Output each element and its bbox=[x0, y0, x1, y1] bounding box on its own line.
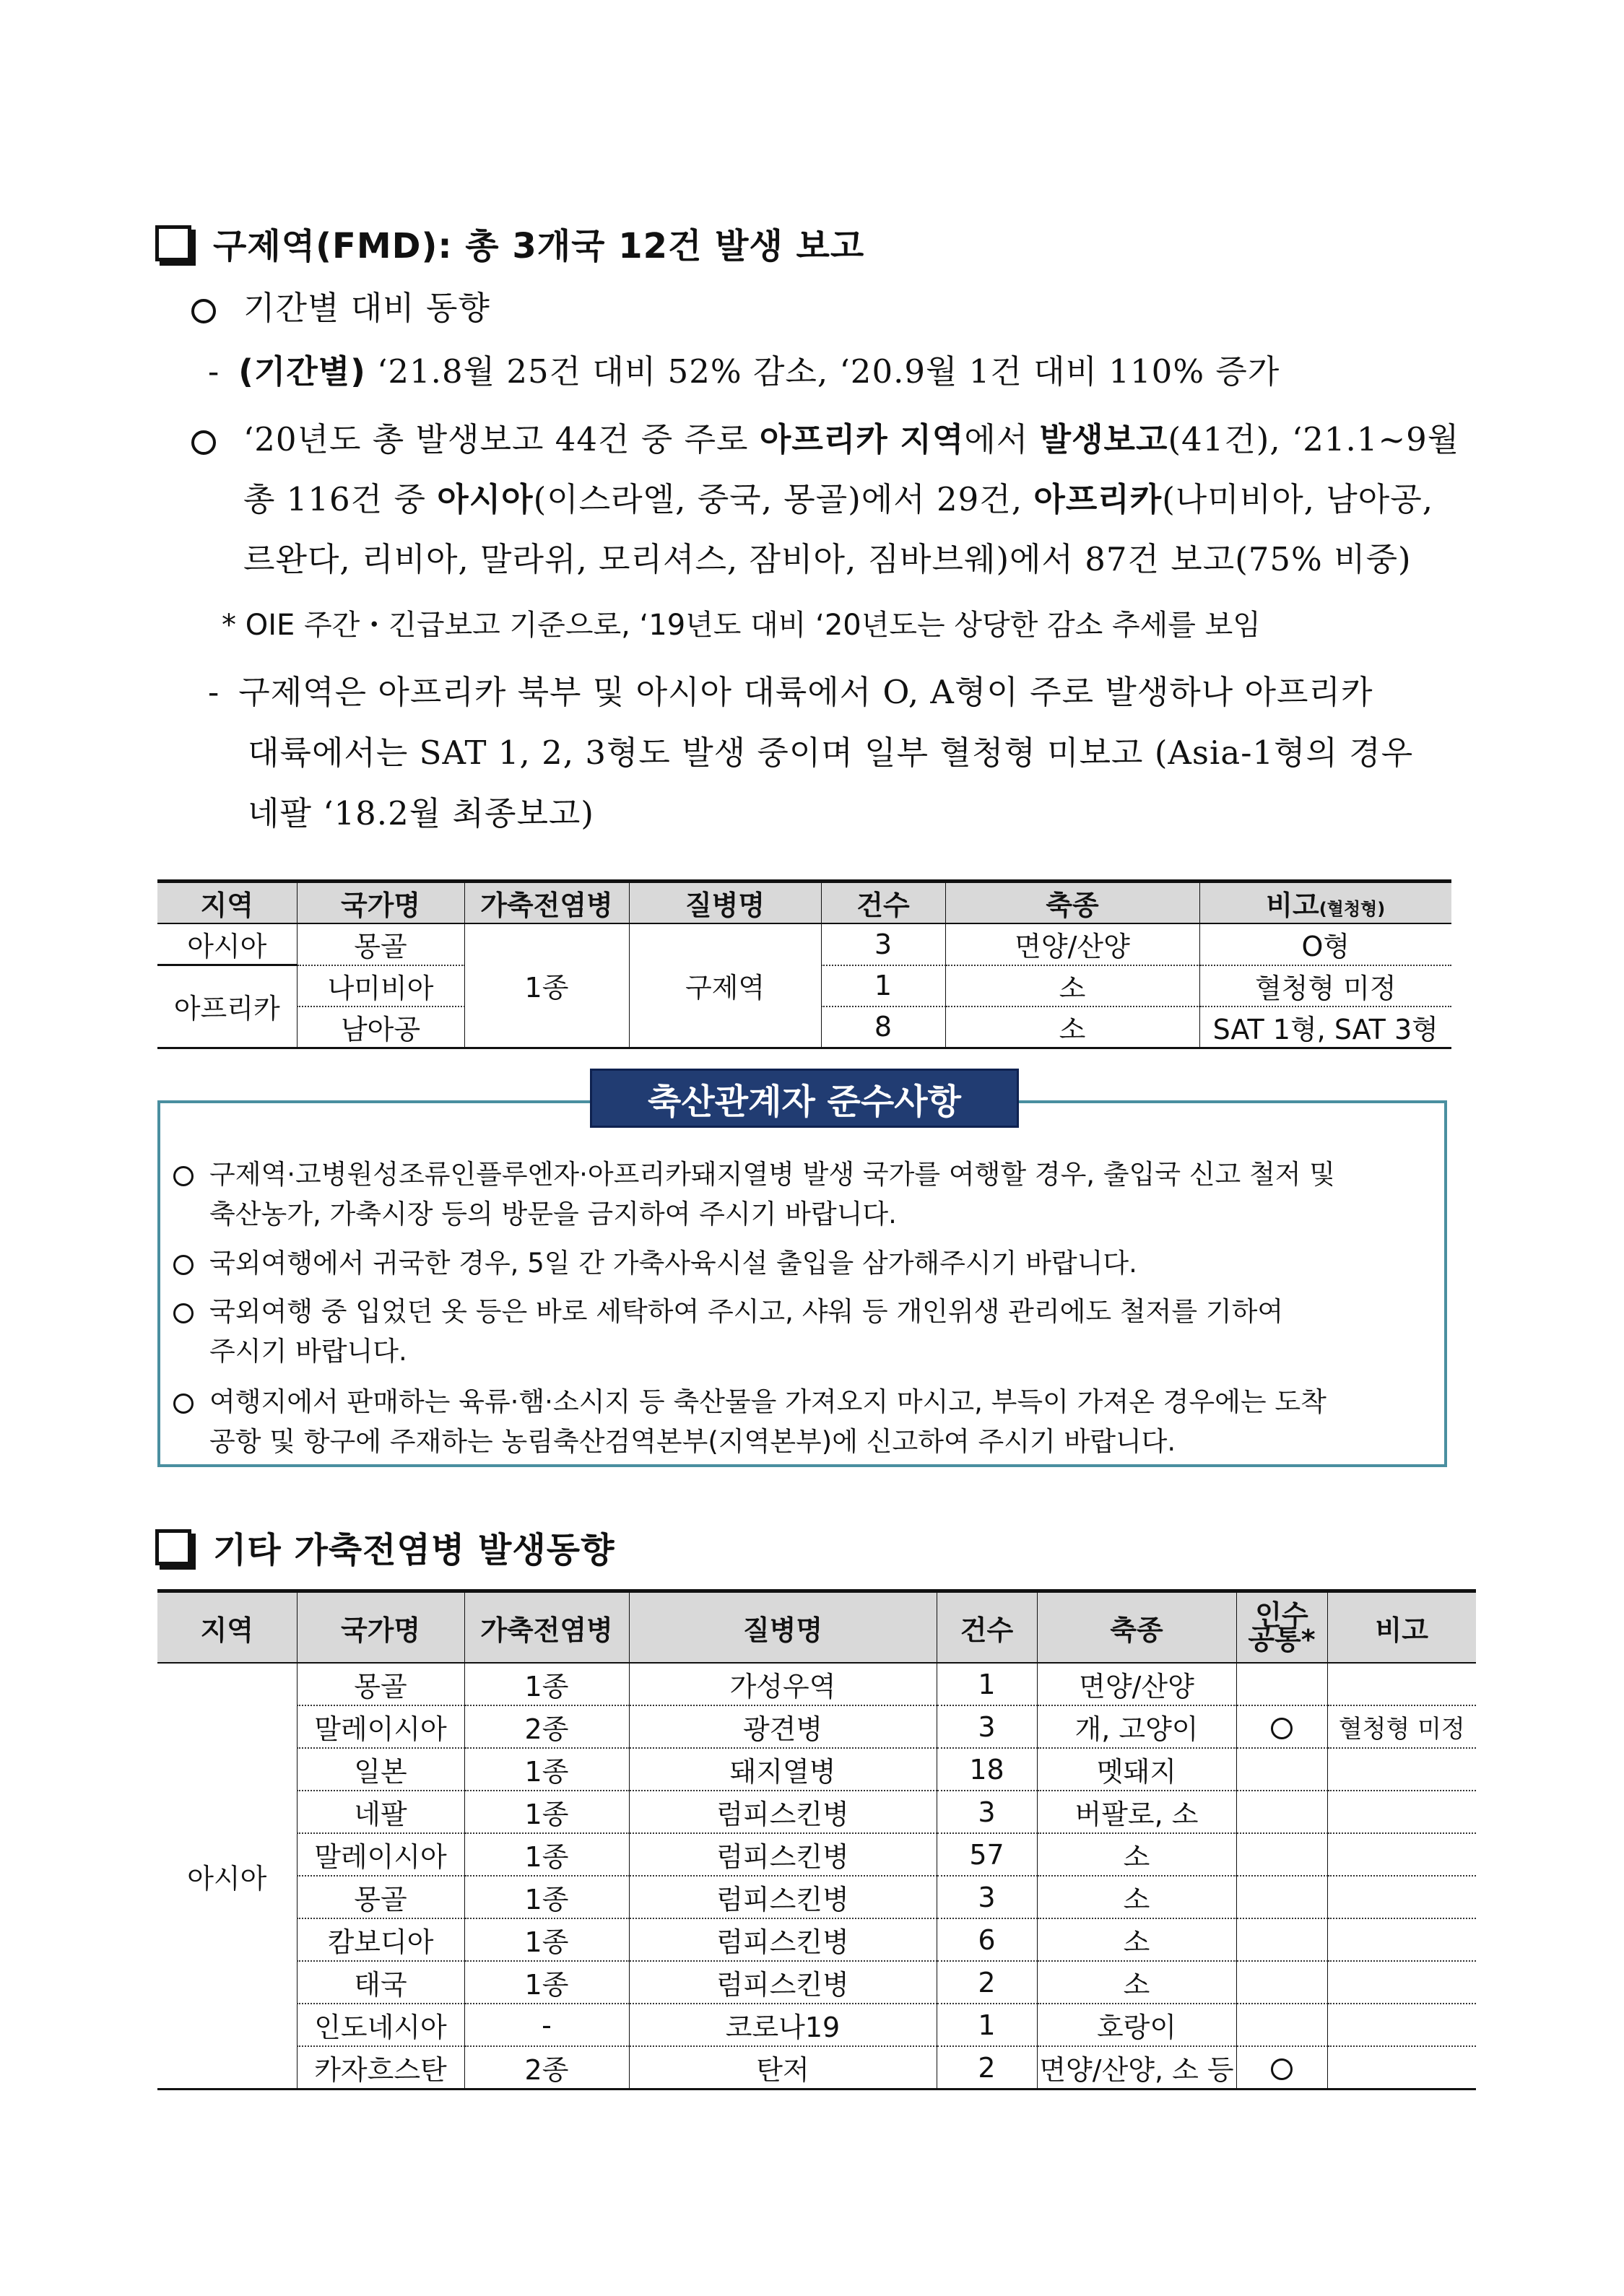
cell-remark: 혈청형 미정 bbox=[1327, 1705, 1476, 1748]
cell-zoonotic bbox=[1236, 1961, 1327, 2004]
notice-item-1 bbox=[173, 1152, 1335, 1191]
cell-category: - bbox=[464, 2004, 629, 2046]
cell-species: 면양/산양 bbox=[1037, 1663, 1236, 1705]
cell-remark bbox=[1327, 1961, 1476, 2004]
cell-remark: SAT 1형, SAT 3형 bbox=[1199, 1006, 1451, 1048]
cell-country: 태국 bbox=[297, 1961, 464, 2004]
circle-bullet-icon bbox=[191, 430, 216, 455]
cell-country: 네팔 bbox=[297, 1791, 464, 1833]
zoonotic-circle-icon bbox=[1271, 2058, 1293, 2080]
annual-text-2: 에서 bbox=[964, 420, 1029, 458]
annual-l2-bold-africa: 아프리카 bbox=[1033, 480, 1163, 518]
cell-country: 인도네시아 bbox=[297, 2004, 464, 2046]
zoonotic-circle-icon bbox=[1271, 1718, 1293, 1739]
checkbox-square-icon bbox=[155, 1529, 191, 1565]
cell-country: 몽골 bbox=[297, 1876, 464, 1918]
cell-remark bbox=[1327, 2046, 1476, 2090]
annual-l2-bold-asia: 아시아 bbox=[437, 480, 534, 518]
table-row bbox=[157, 1663, 1476, 1705]
cell-species: 개, 고양이 bbox=[1037, 1705, 1236, 1748]
cell-disease: 럼피스킨병 bbox=[629, 1961, 937, 2004]
cell-disease: 럼피스킨병 bbox=[629, 1833, 937, 1876]
cell-country: 남아공 bbox=[297, 1006, 464, 1048]
cell-zoonotic bbox=[1236, 2004, 1327, 2046]
fmd-note: * OIE 주간・긴급보고 기준으로, ‘19년도 대비 ‘20년도는 상당한 감소 추세를 보임 bbox=[222, 609, 1261, 642]
notice-item-2 bbox=[173, 1241, 1137, 1280]
circle-bullet-icon bbox=[173, 1255, 194, 1275]
cell-species: 소 bbox=[945, 965, 1199, 1006]
cell-species: 소 bbox=[1037, 1876, 1236, 1918]
notice-item-4-line2: 공항 및 항구에 주재하는 농림축산검역본부(지역본부)에 신고하여 주시기 바랍니다. bbox=[209, 1426, 1176, 1457]
table-row bbox=[157, 2004, 1476, 2046]
cell-country: 몽골 bbox=[297, 1663, 464, 1705]
cell-count: 2 bbox=[937, 2046, 1037, 2090]
cell-country: 몽골 bbox=[297, 923, 464, 965]
annual-l2-text-3: (나미비아, 남아공, bbox=[1162, 480, 1433, 518]
cell-species: 멧돼지 bbox=[1037, 1748, 1236, 1791]
fmd-item-annual-l1 bbox=[191, 413, 1459, 460]
cell-country: 말레이시아 bbox=[297, 1705, 464, 1748]
cell-species: 버팔로, 소 bbox=[1037, 1791, 1236, 1833]
cell-count: 18 bbox=[937, 1748, 1037, 1791]
table-row bbox=[157, 923, 1451, 965]
table-row bbox=[157, 2046, 1476, 2090]
annual-bold-africa-region: 아프리카 지역 bbox=[759, 420, 965, 458]
cell-disease: 럼피스킨병 bbox=[629, 1918, 937, 1961]
fmd-item-period-text: 기간별 대비 동향 bbox=[243, 289, 490, 327]
other-heading-text: 기타 가축전염병 발생동향 bbox=[213, 1530, 615, 1570]
cell-remark bbox=[1327, 1876, 1476, 1918]
cell-category: 1종 bbox=[464, 1663, 629, 1705]
col-header-category: 가축전염병 bbox=[464, 882, 629, 924]
cell-species: 소 bbox=[945, 1006, 1199, 1048]
cell-zoonotic bbox=[1236, 1918, 1327, 1961]
remark-header-text: 비고 bbox=[1266, 890, 1319, 921]
cell-disease: 탄저 bbox=[629, 2046, 937, 2090]
col-header-region: 지역 bbox=[157, 882, 297, 924]
notice-item-2-line1: 국외여행에서 귀국한 경우, 5일 간 가축사육시설 출입을 삼가해주시기 바랍니다. bbox=[209, 1248, 1137, 1279]
col-header-disease: 질병명 bbox=[629, 1591, 937, 1664]
annual-l2-text-2: (이스라엘, 중국, 몽골)에서 29건, bbox=[533, 480, 1023, 518]
cell-category: 1종 bbox=[464, 1961, 629, 2004]
cell-remark bbox=[1327, 2004, 1476, 2046]
cell-count: 3 bbox=[937, 1876, 1037, 1918]
cell-country: 카자흐스탄 bbox=[297, 2046, 464, 2090]
notice-item-3 bbox=[173, 1290, 1283, 1329]
circle-bullet-icon bbox=[173, 1303, 194, 1323]
cell-species: 면양/산양, 소 등 bbox=[1037, 2046, 1236, 2090]
col-header-count: 건수 bbox=[821, 882, 945, 924]
notice-item-3-line1: 국외여행 중 입었던 옷 등은 바로 세탁하여 주시고, 샤워 등 개인위생 관리에도 철저를 기하여 bbox=[209, 1296, 1284, 1327]
col-header-zoonotic bbox=[1236, 1591, 1327, 1664]
fmd-item-serotype-l2: 대륙에서는 SAT 1, 2, 3형도 발생 중이며 일부 혈청형 미보고 (Asia-1형의 경우 bbox=[248, 734, 1414, 772]
cell-species: 소 bbox=[1037, 1961, 1236, 2004]
annual-text-3: (41건), ‘21.1~9월 bbox=[1168, 420, 1460, 458]
cell-count: 6 bbox=[937, 1918, 1037, 1961]
cell-zoonotic bbox=[1236, 1663, 1327, 1705]
dash-bullet: - bbox=[208, 352, 220, 391]
circle-bullet-icon bbox=[191, 299, 216, 323]
cell-count: 3 bbox=[937, 1791, 1037, 1833]
cell-species: 면양/산양 bbox=[945, 923, 1199, 965]
dash-bullet: - bbox=[208, 673, 220, 711]
cell-species: 소 bbox=[1037, 1918, 1236, 1961]
cell-zoonotic bbox=[1236, 1833, 1327, 1876]
circle-bullet-icon bbox=[173, 1393, 194, 1414]
cell-disease: 광견병 bbox=[629, 1705, 937, 1748]
table-row bbox=[157, 1918, 1476, 1961]
col-header-region: 지역 bbox=[157, 1591, 297, 1664]
notice-item-1-line1: 구제역·고병원성조류인플루엔자·아프리카돼지열병 발생 국가를 여행할 경우, 출입국 신고 철저 및 bbox=[209, 1159, 1336, 1190]
cell-count: 3 bbox=[937, 1705, 1037, 1748]
fmd-section-heading bbox=[155, 218, 864, 268]
fmd-item-annual-l2 bbox=[243, 473, 1433, 520]
other-section-heading bbox=[155, 1522, 615, 1572]
notice-item-4 bbox=[173, 1380, 1326, 1419]
cell-category: 1종 bbox=[464, 1791, 629, 1833]
table-row bbox=[157, 1705, 1476, 1748]
cell-category: 2종 bbox=[464, 2046, 629, 2090]
table-row bbox=[157, 1791, 1476, 1833]
serotype-text-1: 구제역은 아프리카 북부 및 아시아 대륙에서 O, A형이 주로 발생하나 아프리카 bbox=[238, 673, 1373, 711]
cell-category: 1종 bbox=[464, 923, 629, 1048]
cell-remark: O형 bbox=[1199, 923, 1451, 965]
fmd-heading-text: 구제역(FMD): 총 3개국 12건 발생 보고 bbox=[213, 226, 865, 266]
col-header-count: 건수 bbox=[937, 1591, 1037, 1664]
cell-category: 1종 bbox=[464, 1833, 629, 1876]
fmd-item-period-compare bbox=[208, 345, 1280, 392]
zoonotic-header-line1: 인수 bbox=[1255, 1599, 1308, 1631]
cell-region: 아시아 bbox=[157, 1663, 297, 2090]
cell-zoonotic bbox=[1236, 1748, 1327, 1791]
zoonotic-header-line2: 공통* bbox=[1248, 1624, 1316, 1656]
fmd-item-annual-l3: 르완다, 리비아, 말라위, 모리셔스, 잠비아, 짐바브웨)에서 87건 보고(75% 비중) bbox=[243, 540, 1412, 578]
notice-item-1-line2: 축산농가, 가축시장 등의 방문을 금지하여 주시기 바랍니다. bbox=[209, 1199, 897, 1230]
table-row bbox=[157, 1748, 1476, 1791]
col-header-country: 국가명 bbox=[297, 882, 464, 924]
cell-category: 1종 bbox=[464, 1918, 629, 1961]
table-header-row bbox=[157, 1591, 1476, 1664]
cell-disease: 가성우역 bbox=[629, 1663, 937, 1705]
cell-country: 일본 bbox=[297, 1748, 464, 1791]
cell-disease: 럼피스킨병 bbox=[629, 1876, 937, 1918]
annual-l2-text-1: 총 116건 중 bbox=[243, 480, 426, 518]
cell-country: 말레이시아 bbox=[297, 1833, 464, 1876]
table-row bbox=[157, 1876, 1476, 1918]
col-header-remark bbox=[1199, 882, 1451, 924]
cell-count: 1 bbox=[937, 1663, 1037, 1705]
cell-count: 57 bbox=[937, 1833, 1037, 1876]
fmd-item-period bbox=[191, 282, 490, 329]
cell-country: 나미비아 bbox=[297, 965, 464, 1006]
col-header-species: 축종 bbox=[945, 882, 1199, 924]
period-label: (기간별) bbox=[238, 352, 366, 391]
col-header-remark: 비고 bbox=[1327, 1591, 1476, 1664]
cell-category: 2종 bbox=[464, 1705, 629, 1748]
table-header-row bbox=[157, 882, 1451, 924]
cell-disease: 럼피스킨병 bbox=[629, 1791, 937, 1833]
cell-country: 캄보디아 bbox=[297, 1918, 464, 1961]
cell-remark: 혈청형 미정 bbox=[1199, 965, 1451, 1006]
notice-item-4-line1: 여행지에서 판매하는 육류·햄·소시지 등 축산물을 가져오지 마시고, 부득이 가져온 경우에는 도착 bbox=[209, 1386, 1326, 1417]
cell-category: 1종 bbox=[464, 1876, 629, 1918]
cell-disease: 돼지열병 bbox=[629, 1748, 937, 1791]
col-header-country: 국가명 bbox=[297, 1591, 464, 1664]
cell-region: 아시아 bbox=[157, 923, 297, 965]
cell-count: 2 bbox=[937, 1961, 1037, 2004]
cell-count: 8 bbox=[821, 1006, 945, 1048]
cell-remark bbox=[1327, 1918, 1476, 1961]
cell-remark bbox=[1327, 1791, 1476, 1833]
cell-remark bbox=[1327, 1748, 1476, 1791]
notice-title: 축산관계자 준수사항 bbox=[590, 1069, 1019, 1128]
cell-region: 아프리카 bbox=[157, 965, 297, 1048]
cell-species: 소 bbox=[1037, 1833, 1236, 1876]
cell-count: 3 bbox=[821, 923, 945, 965]
cell-zoonotic bbox=[1236, 1705, 1327, 1748]
table-row bbox=[157, 1961, 1476, 2004]
cell-remark bbox=[1327, 1663, 1476, 1705]
cell-count: 1 bbox=[937, 2004, 1037, 2046]
col-header-category: 가축전염병 bbox=[464, 1591, 629, 1664]
cell-category: 1종 bbox=[464, 1748, 629, 1791]
notice-item-3-line2: 주시기 바랍니다. bbox=[209, 1336, 407, 1367]
period-compare-text: ‘21.8월 25건 대비 52% 감소, ‘20.9월 1건 대비 110% 증가 bbox=[377, 352, 1280, 391]
cell-zoonotic bbox=[1236, 1876, 1327, 1918]
fmd-table bbox=[157, 879, 1451, 1049]
other-diseases-table bbox=[157, 1589, 1476, 2090]
fmd-item-serotype-l3: 네팔 ‘18.2월 최종보고) bbox=[248, 794, 594, 832]
fmd-item-serotype-l1 bbox=[208, 666, 1373, 713]
cell-zoonotic bbox=[1236, 2046, 1327, 2090]
remark-header-note: (혈청형) bbox=[1319, 899, 1386, 919]
cell-zoonotic bbox=[1236, 1791, 1327, 1833]
cell-count: 1 bbox=[821, 965, 945, 1006]
cell-disease: 구제역 bbox=[629, 923, 821, 1048]
table-row bbox=[157, 1833, 1476, 1876]
cell-disease: 코로나19 bbox=[629, 2004, 937, 2046]
col-header-species: 축종 bbox=[1037, 1591, 1236, 1664]
cell-species: 호랑이 bbox=[1037, 2004, 1236, 2046]
col-header-disease: 질병명 bbox=[629, 882, 821, 924]
annual-bold-report: 발생보고 bbox=[1039, 420, 1168, 458]
cell-remark bbox=[1327, 1833, 1476, 1876]
circle-bullet-icon bbox=[173, 1166, 194, 1186]
annual-text-1: ‘20년도 총 발생보고 44건 중 주로 bbox=[243, 420, 749, 458]
checkbox-square-icon bbox=[155, 225, 191, 261]
